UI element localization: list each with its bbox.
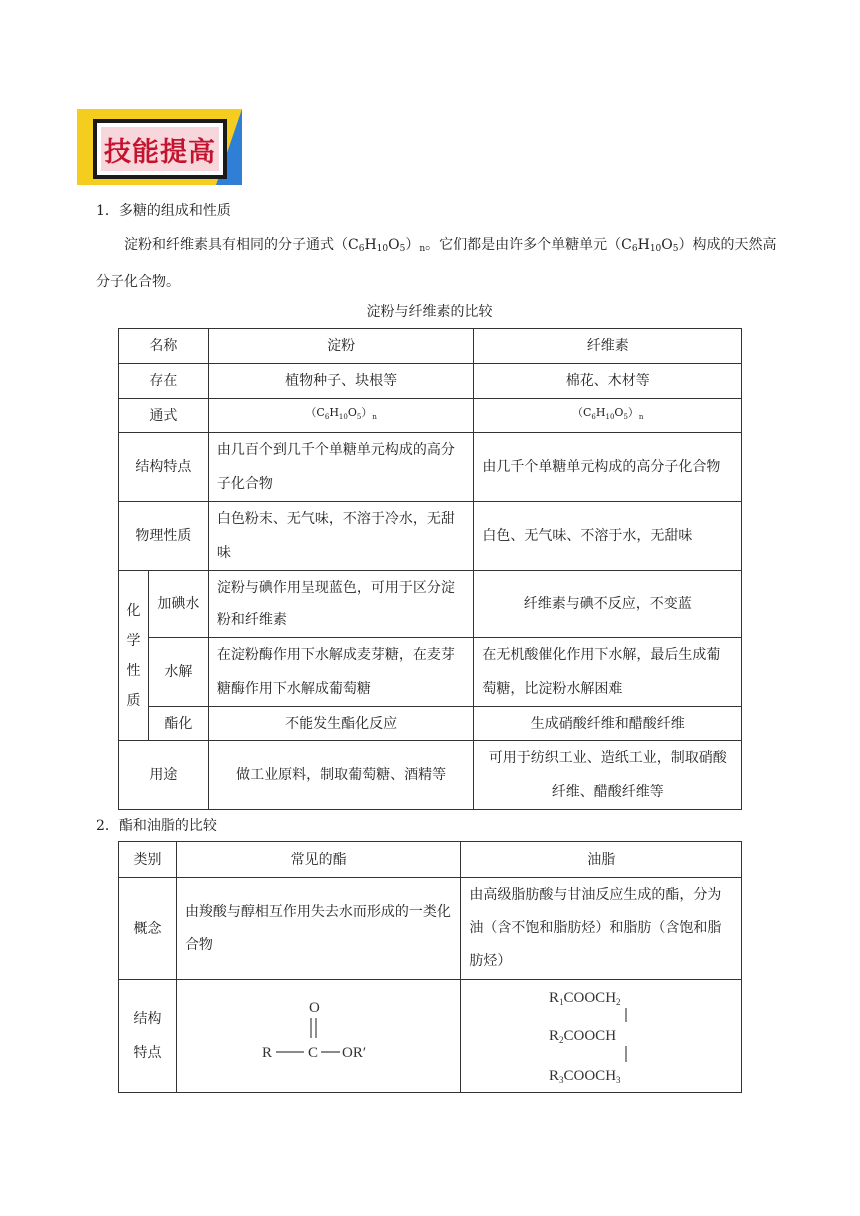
- skill-banner: [77, 109, 242, 185]
- section1-paragraph: 淀粉和纤维素具有相同的分子通式$(C_6H_{10}O_5)_n$。它们都是由许多个单糖单元$(C_6H_{10}O_5)$构成的天然高分子化合物。: [96, 237, 777, 290]
- section1-title: 1．多糖的组成和性质: [96, 203, 231, 219]
- row-structure2-label: 结构特点: [119, 980, 177, 1093]
- row-iodine-starch: 淀粉与碘作用呈现蓝色，可用于区分淀粉和纤维素: [208, 571, 474, 638]
- row-formula-starch: $(C_6H_{10}O_5)_n$: [208, 399, 474, 433]
- row-concept-fat: 由高级脂肪酸与甘油反应生成的酯，分为油（含不饱和脂肪烃）和脂肪（含饱和脂肪烃）: [461, 878, 742, 980]
- row-physical-starch: 白色粉末、无气味，不溶于冷水，无甜味: [208, 502, 474, 571]
- row-chemical-label: 化学性质: [119, 571, 149, 741]
- row-ester-cellulose: 生成硝酸纤维和醋酸纤维: [474, 707, 742, 741]
- row-exist-cellulose: 棉花、木材等: [474, 364, 742, 399]
- row-ester-starch: 不能发生酯化反应: [208, 707, 474, 741]
- fat-line-3: $R_3COOCH_3$: [549, 1068, 621, 1085]
- row-iodine-label: 加碘水: [148, 571, 208, 638]
- row-use-starch: 做工业原料，制取葡萄糖、酒精等: [208, 741, 474, 810]
- row-exist-label: 存在: [119, 364, 209, 399]
- starch-cellulose-table: [118, 328, 742, 810]
- table2-head-fat: 油脂: [461, 842, 742, 878]
- section2-title: 2．酯和油脂的比较: [96, 818, 217, 834]
- row-hydrolysis-label: 水解: [148, 638, 208, 707]
- fat-line-1: $R_1COOCH_2$: [549, 990, 621, 1007]
- row-use-cellulose: 可用于纺织工业、造纸工业，制取硝酸纤维、醋酸纤维等: [474, 741, 742, 810]
- row-ester-label: 酯化: [148, 707, 208, 741]
- table2-head-ester: 常见的酯: [176, 842, 460, 878]
- row-physical-label: 物理性质: [119, 502, 209, 571]
- ester-structural-formula: [254, 996, 384, 1076]
- ester-fat-table: [118, 841, 742, 1093]
- table1-head-name: 名称: [119, 329, 209, 364]
- fat-structural-formula: [531, 982, 671, 1090]
- row-structure-starch: 由几百个到几千个单糖单元构成的高分子化合物: [208, 433, 474, 502]
- ester-structure-cell: [176, 980, 460, 1093]
- fat-structure-cell: [461, 980, 742, 1093]
- row-formula-label: 通式: [119, 399, 209, 433]
- fat-line-2: $R_2COOCH$: [549, 1028, 617, 1045]
- table1-caption: 淀粉与纤维素的比较: [366, 304, 493, 320]
- row-use-label: 用途: [119, 741, 209, 810]
- ester-o-atom: O: [308, 1000, 320, 1016]
- ester-c-atom: C: [307, 1045, 318, 1061]
- row-iodine-cellulose: 纤维素与碘不反应，不变蓝: [474, 571, 742, 638]
- row-exist-starch: 植物种子、块根等: [208, 364, 474, 399]
- row-concept-label: 概念: [119, 878, 177, 980]
- row-formula-cellulose: $(C_6H_{10}O_5)_n$: [474, 399, 742, 433]
- row-hydrolysis-cellulose: 在无机酸催化作用下水解，最后生成葡萄糖，比淀粉水解困难: [474, 638, 742, 707]
- row-concept-ester: 由羧酸与醇相互作用失去水而形成的一类化合物: [176, 878, 460, 980]
- ester-or-group: OR′: [341, 1045, 366, 1061]
- table1-head-cellulose: 纤维素: [474, 329, 742, 364]
- row-structure-cellulose: 由几千个单糖单元构成的高分子化合物: [474, 433, 742, 502]
- row-physical-cellulose: 白色、无气味、不溶于水，无甜味: [474, 502, 742, 571]
- table2-head-cat: 类别: [119, 842, 177, 878]
- banner-text: 技能提高: [101, 127, 219, 171]
- banner-box: [93, 119, 227, 179]
- row-structure-label: 结构特点: [119, 433, 209, 502]
- row-hydrolysis-starch: 在淀粉酶作用下水解成麦芽糖，在麦芽糖酶作用下水解成葡萄糖: [208, 638, 474, 707]
- ester-r-group: R: [261, 1045, 272, 1061]
- table1-head-starch: 淀粉: [208, 329, 474, 364]
